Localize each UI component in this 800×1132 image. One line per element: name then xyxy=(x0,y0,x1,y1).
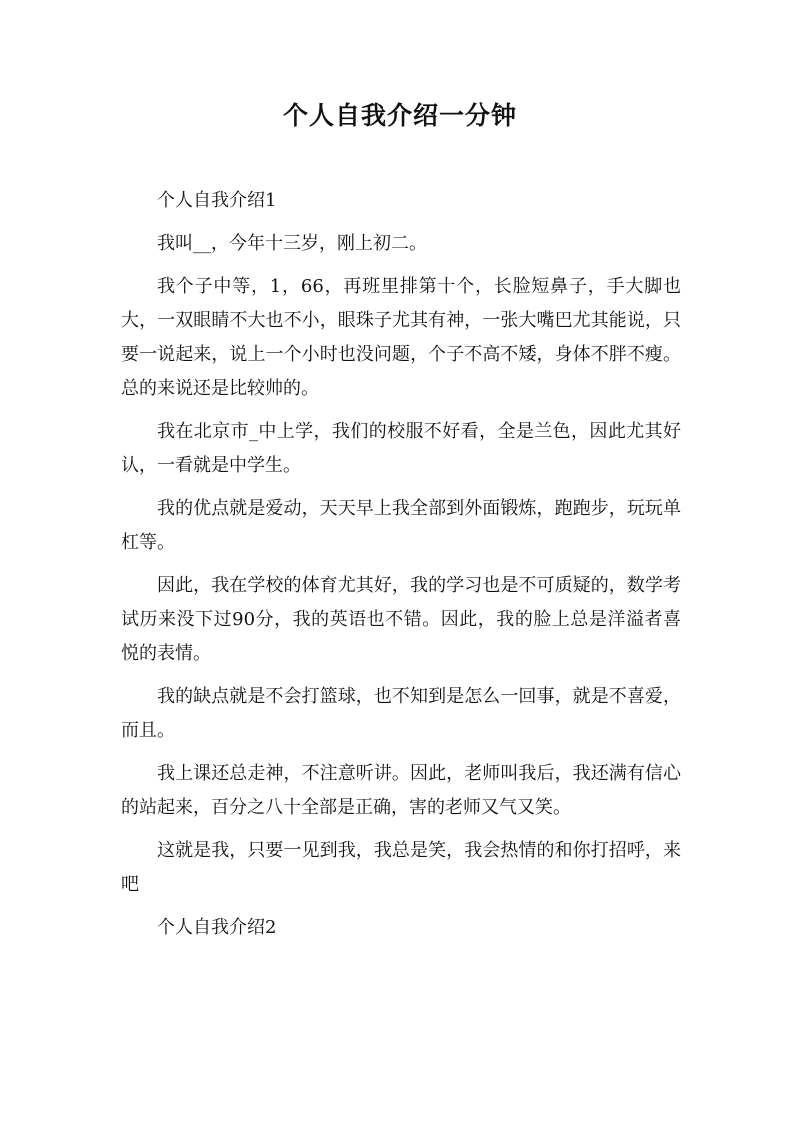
paragraph-weaknesses: 我的缺点就是不会打篮球，也不知到是怎么一回事，就是不喜爱，而且。 xyxy=(121,686,681,741)
section-heading-1: 个人自我介绍1 xyxy=(157,190,277,211)
paragraph-strengths: 我的优点就是爱动，天天早上我全部到外面锻炼，跑跑步，玩玩单杠等。 xyxy=(121,498,681,553)
paragraph-closing: 这就是我，只要一见到我，我总是笑，我会热情的和你打招呼，来吧 xyxy=(121,840,681,895)
section-heading-2: 个人自我介绍2 xyxy=(157,917,277,938)
paragraph-class-behavior: 我上课还总走神，不注意听讲。因此，老师叫我后，我还满有信心的站起来，百分之八十全部是正确，害的老师又气又笑。 xyxy=(121,763,681,818)
document-body xyxy=(121,184,681,954)
document-title: 个人自我介绍一分钟 xyxy=(282,101,517,130)
paragraph-school: 我在北京市_中上学，我们的校服不好看，全是兰色，因此尤其好认，一看就是中学生。 xyxy=(121,421,681,476)
paragraph-intro-name: 我叫__，今年十三岁，刚上初二。 xyxy=(157,233,427,254)
paragraph-studies: 因此，我在学校的体育尤其好，我的学习也是不可质疑的，数学考试历来没下过90分，我的英语也不错。因此，我的脸上总是洋溢者喜悦的表情。 xyxy=(121,575,681,664)
paragraph-appearance: 我个子中等，1，66，再班里排第十个，长脸短鼻子，手大脚也大，一双眼睛不大也不小，眼珠子尤其有神，一张大嘴巴尤其能说，只要一说起来，说上一个小时也没问题，个子不高不矮，身体不胖不瘦。总的来说还是比较帅的。 xyxy=(121,276,681,399)
